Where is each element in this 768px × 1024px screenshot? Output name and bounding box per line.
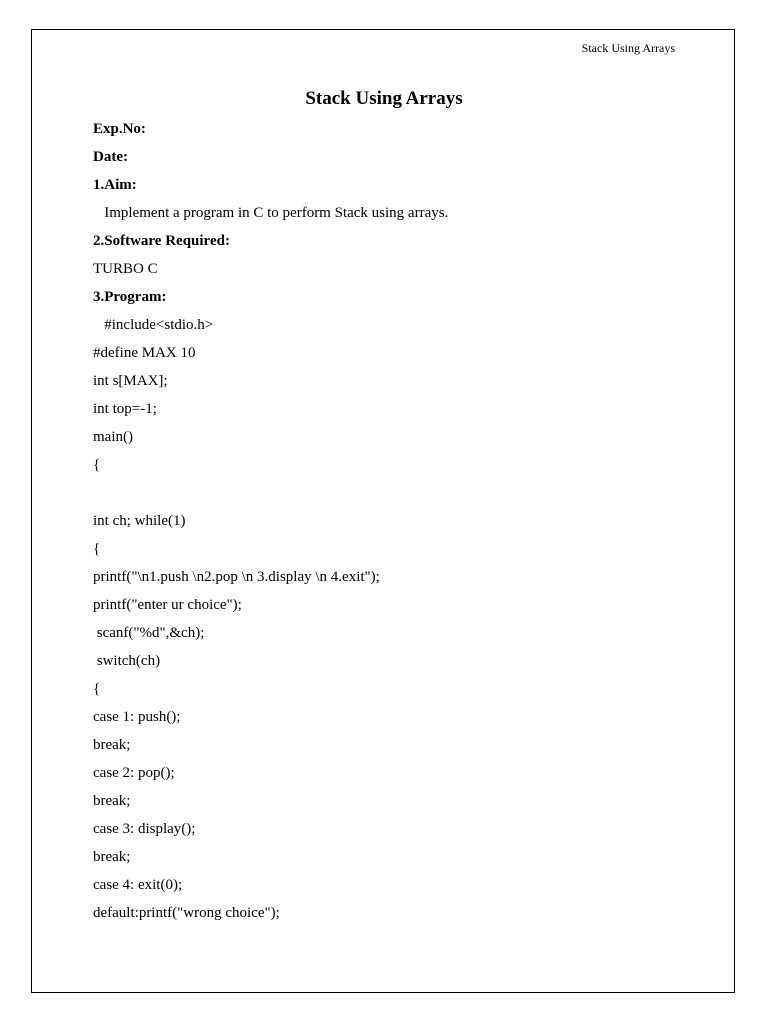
body-line: default:printf("wrong choice");	[93, 905, 280, 921]
body-line: int top=-1;	[93, 401, 157, 417]
body-line: switch(ch)	[93, 653, 161, 669]
body-line: main()	[93, 429, 133, 445]
section-heading: 1.Aim:	[93, 177, 137, 193]
body-line: printf("\n1.push \n2.pop \n 3.display \n 4.exit");	[93, 569, 380, 585]
body-line: break;	[93, 737, 131, 753]
document-body	[93, 115, 693, 927]
body-line: Implement a program in C to perform Stack using arrays.	[93, 205, 449, 221]
document-title: Stack Using Arrays	[305, 88, 463, 109]
section-heading: Date:	[93, 149, 128, 165]
body-line: case 2: pop();	[93, 765, 175, 781]
section-heading: Exp.No:	[93, 121, 146, 137]
body-line: case 3: display();	[93, 821, 196, 837]
body-line: {	[93, 541, 101, 557]
running-header: Stack Using Arrays	[581, 41, 675, 55]
body-line: break;	[93, 849, 131, 865]
body-line: int s[MAX];	[93, 373, 168, 389]
body-line: printf("enter ur choice");	[93, 597, 242, 613]
body-line: case 4: exit(0);	[93, 877, 183, 893]
body-line: scanf("%d",&ch);	[93, 625, 205, 641]
body-line: case 1: push();	[93, 709, 181, 725]
body-line	[93, 479, 693, 507]
body-line: {	[93, 681, 101, 697]
body-line: #include<stdio.h>	[93, 317, 214, 333]
body-line: TURBO C	[93, 261, 158, 277]
body-line: int ch; while(1)	[93, 513, 186, 529]
section-heading: 2.Software Required:	[93, 233, 230, 249]
body-line: {	[93, 457, 101, 473]
body-line: #define MAX 10	[93, 345, 196, 361]
body-line: break;	[93, 793, 131, 809]
section-heading: 3.Program:	[93, 289, 167, 305]
